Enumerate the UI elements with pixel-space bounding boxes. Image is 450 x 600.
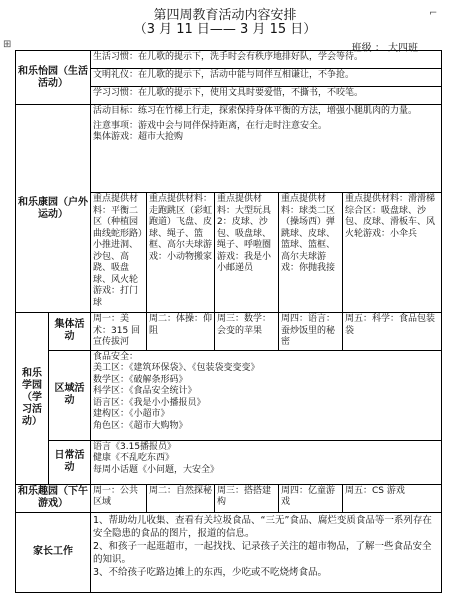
list-item: 每周小话题《小问题，大安全》 (93, 464, 220, 475)
list-item: 建构区：《小超市》 (93, 409, 170, 419)
daily-activity-list (91, 440, 442, 484)
group-activity-mon: 周一：美术：315 回宣传拔河 (91, 313, 147, 351)
afternoon-game-mon: 周一：公共区域 (91, 484, 147, 512)
afternoon-game-fri: 周五：CS 游戏 (343, 484, 442, 512)
date-range: （3 月 11 日—— 3 月 15 日） (133, 22, 317, 37)
outdoor-area-3: 重点提供材料：大型玩具2：皮球、沙包、吸盘球、绳子、呼啦圈游戏：我是小小邮递员 (215, 193, 279, 313)
parent-work-list (91, 512, 442, 592)
learning-activity-label: 和乐学园（学习活动） (16, 313, 49, 485)
group-activity-thu: 周四：语言：蚕炒饭里的秘密 (279, 313, 343, 351)
list-item: 3、不给孩子吃路边摊上的东西，少吃或不吃烧烤食品。 (93, 566, 328, 578)
list-item: 美工区：《建筑环保袋》、《包装袋变变变》 (93, 363, 260, 373)
outdoor-area-5: 重点提供材料：滑滑梯综合区：吸盘球、沙包、皮球、滑板车、风火轮游戏：小伞兵 (343, 193, 442, 313)
schedule-table (15, 50, 442, 593)
afternoon-game-thu: 周四：亿童游戏 (279, 484, 343, 512)
daily-activity-label: 日常活动 (49, 440, 91, 484)
list-item: 数学区：《破解条形码》 (93, 374, 188, 385)
area-activity-list (91, 350, 442, 440)
list-item: 语言区：《我是小小播报员》 (93, 397, 206, 408)
list-item: 语言《3.15播报员》 (93, 441, 177, 452)
life-item: 文明礼仪：在儿歌的提示下，活动中能与同伴互相谦让，不争抢。 (91, 69, 442, 87)
list-item: 1、帮助幼儿收集、查看有关垃圾食品、“三无”食品、腐烂变质食品等一系列存在安全隐患的食品的图片，报道的信息。 (93, 514, 432, 539)
outdoor-note: 注意事项：游戏中会与同伴保持距离，在行走时注意安全。 (93, 120, 328, 131)
list-item: 健康《不乱吃东西》 (93, 453, 175, 463)
area-activity-label: 区域活动 (49, 350, 91, 440)
outdoor-area-4: 重点提供材料：球类二区（操场西）弹跳球、皮球、篮球、篮框、高尔夫球游戏：你抛我接 (279, 193, 343, 313)
group-activity-tue: 周二：体操：仰阻 (147, 313, 215, 351)
list-item: 科学区：《食品安全统计》 (93, 386, 197, 396)
outdoor-area-2: 重点提供材料：走跑跳区（彩虹跑道）飞盘、皮球、绳子、篮框、高尔夫球游戏：小动物搬家 (147, 193, 215, 313)
list-item: 食品安全： (93, 351, 139, 362)
life-activity-label: 和乐怡园（生活活动） (16, 51, 91, 105)
outdoor-plan (91, 105, 442, 193)
life-item: 生活习惯：在儿歌的提示下，洗手时会有秩序地排好队，学会等待。 (91, 51, 442, 69)
life-item: 学习习惯：在儿歌的提示下，使用文具时要爱惜，不撕书，不咬笔。 (91, 87, 442, 105)
outdoor-activity-label: 和乐康园（户外运动） (16, 105, 91, 313)
list-item: 2、和孩子一起逛超市，一起找找、记录孩子关注的超市物品，了解一些食品安全的知识。 (93, 540, 432, 565)
table-move-handle-icon[interactable]: ⊞ (3, 39, 12, 50)
afternoon-game-tue: 周二：自然探秘 (147, 484, 215, 512)
class-label: 班级 ： 大四班 (351, 43, 418, 54)
afternoon-game-label: 和乐趣园（下午游戏） (16, 484, 91, 512)
outdoor-group-game: 集体游戏：超市大抢购 (93, 132, 184, 142)
outdoor-area-1: 重点提供材料：平衡二区（种植园曲线蛇形路）小推进洞、沙包、高跷、吸盘球、风火轮游戏：打门球 (91, 193, 147, 313)
page-title: 第四周教育活动内容安排 (153, 8, 297, 23)
group-activity-label: 集体活动 (49, 313, 91, 351)
outdoor-goal: 活动目标：练习在竹梯上行走，探索保持身体平衡的方法，增强小腿肌肉的力量。 (93, 106, 418, 116)
list-item: 角色区：《超市大购物》 (93, 420, 188, 431)
parent-work-label: 家长工作 (16, 512, 91, 592)
group-activity-fri: 周五：科学：食品包装袋 (343, 313, 442, 351)
afternoon-game-wed: 周三：搭搭建构 (215, 484, 279, 512)
page-corner-mark-icon: ⌐ (429, 8, 438, 19)
group-activity-wed: 周三：数学：会变的苹果 (215, 313, 279, 351)
